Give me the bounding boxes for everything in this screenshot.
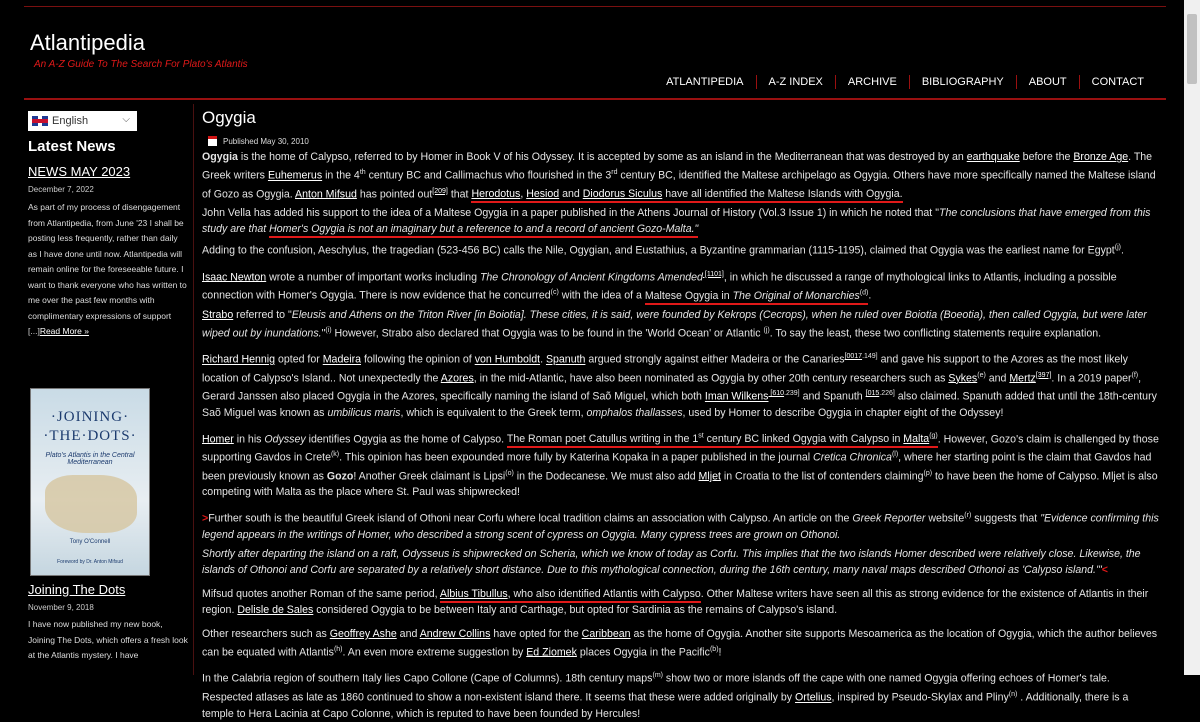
- text: show two or more islands off the cape with one named Ogygia offering echoes of Homer's tale. Respected atlases as late as 1860 continued to show a non-existent island there. It seems that these were added originally by: [202, 672, 1110, 704]
- read-more-link[interactable]: Read More »: [39, 326, 89, 336]
- reference-link[interactable]: [1101]: [702, 270, 724, 278]
- text: century BC and Callimachus who flourished in the 3: [365, 169, 612, 182]
- link[interactable]: von Humboldt: [474, 353, 541, 366]
- paragraph: [202, 429, 1160, 501]
- text: and Spanuth: [799, 390, 866, 403]
- header-rule: [24, 98, 1166, 100]
- text: in the Dodecanese. We must also add: [513, 470, 699, 483]
- text: in Croatia to the list of contenders claiming: [720, 470, 924, 483]
- link[interactable]: Homer: [202, 433, 234, 446]
- text: , inspired by Pseudo-Skylax and Pliny: [831, 691, 1009, 704]
- text: and gave his support to the Azores as the most likely location of Calypso's Island.. Not unexpectedly the: [202, 353, 1128, 385]
- text: , which is equivalent to the Greek term,: [400, 406, 587, 419]
- reference-link[interactable]: (h): [333, 645, 343, 653]
- text: John Vella has added his support to the idea of a Maltese Ogygia in a paper published in the Athens Journal of History (Vol.3 Issue 1) in which he noted that ": [202, 207, 939, 220]
- reference-link[interactable]: (d): [859, 289, 869, 297]
- term: Gozo: [326, 470, 354, 483]
- book-title: Odyssey: [264, 433, 306, 446]
- book-title: The Original of Monarchies: [732, 289, 860, 302]
- text: , Gerard Janssen also placed Ogygia in the Azores, specifically naming the island of Saõ Miguel, which both: [202, 372, 1142, 403]
- page-title: Ogygia: [202, 108, 256, 127]
- link[interactable]: Ortelius: [795, 691, 832, 704]
- text: identifies Ogygia as the home of Calypso.: [305, 433, 507, 446]
- article-body: [202, 149, 1160, 722]
- text: before the: [1019, 151, 1074, 163]
- link[interactable]: Caribbean: [581, 627, 631, 640]
- quote: Shortly after departing the island on a raft, Odysseus is shipwrecked on Scheria, which we know of today as Corfu. This implies that the two islands Homer described were relatively close. Likewise, the islands of Othonoi and Corfu are separated by a relatively short distance. Due to this mythological connection, during the 16th century, many naval maps described Othonoi as 'Calypso island.'": [202, 547, 1141, 576]
- paragraph: [202, 267, 1160, 304]
- text: . However, Gozo's claim is challenged by those supporting Gavdos in Crete: [202, 433, 1159, 464]
- main-nav: [654, 75, 1156, 89]
- calendar-icon: [208, 136, 217, 146]
- scrollbar-thumb[interactable]: [1187, 14, 1197, 84]
- site-title[interactable]: Atlantipedia: [30, 30, 145, 55]
- text: have all identified the Maltese Islands with Ogygia.: [662, 188, 903, 201]
- paragraph: [202, 626, 1160, 661]
- published-date: [202, 136, 1160, 146]
- link[interactable]: earthquake: [966, 151, 1020, 163]
- link[interactable]: Sykes: [948, 372, 978, 385]
- reference-link[interactable]: (l): [891, 451, 899, 459]
- book-cover-image[interactable]: [30, 388, 150, 576]
- text: is the home of Calypso, referred to by Homer in Book V of his Odyssey. It is accepted by some as an island in the Mediterranean that was destroyed by an: [237, 151, 967, 163]
- text: opted for: [275, 353, 323, 366]
- paragraph: [202, 349, 1160, 421]
- text: , in which he discussed a range of mythological links to Atlantis, including a possible connection with Homer's Ogygia. There is now evidence that he concurred: [202, 271, 1117, 302]
- link[interactable]: Richard Hennig: [202, 353, 276, 366]
- book-subtitle: Plato's Atlantis in the Central Mediterranean: [45, 452, 135, 466]
- paragraph: [202, 508, 1160, 543]
- text: with the idea of a: [558, 289, 645, 302]
- quote: "Evidence confirming this legend appears in the writings of Homer, who described a strong scent of cypress on Ogygia. Many cypress trees are grown on Othonoi.: [202, 512, 1159, 541]
- link[interactable]: Andrew Collins: [419, 627, 491, 640]
- text: century BC linked Ogygia with Calypso in: [703, 433, 904, 446]
- book-foreword: Foreword by Dr. Anton Mifsud: [57, 559, 123, 565]
- text: following the opinion of: [361, 353, 475, 366]
- quote: The conclusions that have emerged from this study are that: [202, 207, 1151, 236]
- link[interactable]: Anton Mifsud: [295, 188, 357, 201]
- reference-link[interactable]: (e): [977, 371, 986, 379]
- text: .: [1120, 244, 1124, 257]
- reference-link[interactable]: (i): [325, 326, 332, 334]
- text: , who also identified Atlantis with Calypso: [507, 587, 701, 600]
- link[interactable]: Herodotus: [471, 188, 521, 201]
- quote: Homer's Ogygia is not an imaginary but a reference to and a record of ancient Gozo-Malta.": [269, 223, 698, 238]
- link[interactable]: Isaac Newton: [202, 271, 267, 284]
- text: , used by Homer to describe Ogygia in chapter eight of the Odyssey!: [682, 406, 1004, 419]
- text: .: [868, 289, 872, 302]
- book-title-line2: ·THE·DOTS·: [43, 428, 137, 444]
- journal-title: Cretica Chronica: [813, 451, 892, 464]
- text: Further south is the beautiful Greek island of Othoni near Corfu where local tradition claims an association with Calypso. An article on the: [208, 512, 853, 525]
- top-rule: [24, 6, 1166, 7]
- text: in: [718, 289, 733, 302]
- map-illustration: [45, 475, 137, 533]
- text: !: [718, 646, 722, 659]
- link[interactable]: Strabo: [202, 308, 234, 321]
- paragraph: [202, 307, 1160, 342]
- paragraph: [202, 205, 1160, 237]
- reference-link[interactable]: (j): [1114, 244, 1121, 252]
- text: places Ogygia in the Pacific: [576, 646, 710, 659]
- marker: <: [1101, 563, 1108, 576]
- text: Other researchers such as: [202, 627, 330, 640]
- link[interactable]: Delisle de Sales: [237, 603, 314, 616]
- term: umbilicus maris: [327, 406, 401, 419]
- link[interactable]: Spanuth: [545, 353, 586, 366]
- text: .239]: [784, 390, 800, 398]
- nav-contact[interactable]: CONTACT: [1079, 75, 1156, 89]
- reference-link[interactable]: (r): [964, 512, 972, 520]
- marker: >: [202, 512, 209, 525]
- text: In the Calabria region of southern Italy lies Capo Collone (Cape of Columns). 18th century maps: [202, 672, 653, 685]
- paragraph: [202, 668, 1160, 721]
- article: [202, 108, 1160, 722]
- text: in his: [233, 433, 265, 446]
- reference-link[interactable]: (k): [330, 451, 340, 459]
- text: However, Strabo also declared that Ogygia was to be found in the 'World Ocean' or Atlantic: [331, 327, 764, 340]
- quote: Eleusis and Athens on the Triton River [in Boiotia]. These cities, it is said, were founded by Kekrops (Cecrops), when he ruled over Boiotia (Boeotia), then called Ogygia, but were later wiped out by inundations.: [202, 308, 1147, 340]
- text: ": [321, 327, 326, 340]
- term: Ogygia: [202, 151, 238, 163]
- text: . An even more extreme suggestion by: [342, 646, 527, 659]
- nav-about[interactable]: ABOUT: [1016, 75, 1079, 89]
- reference-link[interactable]: [015: [865, 390, 880, 398]
- text: . Other Maltese writers have seen all this as strong evidence for the existence of Atlantis in their region.: [202, 587, 1149, 616]
- book-author: Tony O'Connell: [69, 539, 111, 545]
- site-tagline: An A-Z Guide To The Search For Plato's Atlantis: [34, 59, 248, 70]
- sidebar: [24, 104, 194, 675]
- text: suggests that: [971, 512, 1041, 525]
- text: referred to ": [233, 308, 292, 321]
- book-title-line1: ·JOINING·: [50, 409, 130, 425]
- paragraph: [202, 546, 1160, 578]
- language-label: English: [52, 115, 89, 127]
- paragraph: [202, 149, 1160, 202]
- term: omphalos thallasses: [586, 406, 683, 419]
- text: .149]: [862, 353, 878, 361]
- text: .226]: [879, 390, 895, 398]
- text: . The Greek writers: [202, 151, 1153, 182]
- link[interactable]: Euhemerus: [267, 169, 323, 182]
- link[interactable]: Bronze Age: [1073, 151, 1129, 163]
- link[interactable]: Azores: [440, 372, 474, 385]
- text: to have been the home of Calypso. Mljet is also competing with Malta as the place where St. Paul was shipwrecked!: [202, 470, 1158, 499]
- link[interactable]: Geoffrey Ashe: [329, 627, 397, 640]
- reference-link[interactable]: [397]: [1035, 371, 1052, 379]
- nav-archive[interactable]: ARCHIVE: [835, 75, 909, 89]
- text: have opted for the: [490, 627, 582, 640]
- text: Adding to the confusion, Aeschylus, the tragedian (523-456 BC) calls the Nile, Ogygian, and Eustathius, a Byzantine grammarian (1115-1195), claimed that Ogygia was the earliest name for Egypt: [202, 244, 1115, 257]
- chevron-down-icon: ⌵: [122, 114, 130, 125]
- text: and: [396, 627, 420, 640]
- superscript: rd: [611, 169, 618, 176]
- reference-link[interactable]: (j): [763, 326, 770, 334]
- reference-link[interactable]: (n): [1008, 690, 1018, 698]
- link[interactable]: Iman Wilkens: [704, 390, 769, 403]
- paragraph: [202, 240, 1160, 259]
- text: . This opinion has been expounded more fully by Katerina Kopaka in a paper published in the journal: [339, 451, 814, 464]
- text: .: [540, 353, 546, 366]
- reference-link[interactable]: [209]: [432, 187, 448, 195]
- text: century BC, identified the Maltese archipelago as Ogygia. Others have more specifically named the Maltese island of Gozo as Ogygia.: [202, 169, 1156, 201]
- latest-news-heading: Latest News: [28, 138, 116, 155]
- text: , in the mid-Atlantic, have also been nominated as Ogygia by other 20th century researchers such as: [473, 372, 949, 385]
- reference-link[interactable]: (o): [505, 469, 514, 477]
- paragraph: [202, 586, 1160, 618]
- news-excerpt: [28, 200, 188, 340]
- news-date: December 7, 2022: [28, 185, 94, 194]
- nav-bibliography[interactable]: BIBLIOGRAPHY: [909, 75, 1016, 89]
- text: has pointed out: [356, 188, 433, 201]
- text: as the home of Ogygia. Another site supports Mesoamerica as the location of Ogygia, which the author believes can be equated with Atlantis: [202, 627, 1158, 659]
- text: ! Another Greek claimant is Lipsi: [353, 470, 506, 483]
- text: that: [447, 188, 472, 201]
- reference-link[interactable]: (c): [550, 289, 559, 297]
- text: and: [559, 188, 583, 201]
- reference-link[interactable]: (g): [929, 432, 938, 440]
- reference-link[interactable]: [0017: [844, 353, 863, 361]
- link[interactable]: Mljet: [698, 470, 721, 483]
- news2-excerpt: I have now published my new book, Joining The Dots, which offers a fresh look at the Atlantis mystery. I have: [28, 619, 188, 660]
- text: in the 4: [322, 169, 360, 182]
- reference-link[interactable]: (f): [1131, 371, 1139, 379]
- text: wrote a number of important works including: [266, 271, 480, 284]
- reference-link[interactable]: (p): [923, 469, 933, 477]
- superscript: st: [698, 432, 704, 440]
- news-excerpt-text: As part of my process of disengagement from Atlantipedia, from June '23 I shall be posting less frequently, rather than daily as I have done until now. Atlantipedia will remain online for the foreseeable future. I want to thank everyone who has written to me over the past few months with complimentary expressions of support [...]: [28, 202, 187, 336]
- reference-link[interactable]: [610: [768, 390, 785, 398]
- news-title-link[interactable]: NEWS MAY 2023: [28, 164, 131, 179]
- link[interactable]: Madeira: [322, 353, 362, 366]
- news2-title-link[interactable]: Joining The Dots: [28, 582, 126, 597]
- source-title: Greek Reporter: [852, 512, 926, 525]
- published-text: Published May 30, 2010: [223, 136, 309, 146]
- text: , where her starting point is the claim that Gavdos had been previously known as: [202, 451, 1152, 483]
- text: and: [985, 372, 1010, 385]
- scrollbar[interactable]: [1184, 0, 1200, 675]
- text: . To say the least, these two conflicting statements require explanation.: [769, 327, 1102, 340]
- link[interactable]: Malta: [903, 433, 930, 446]
- superscript: th: [359, 169, 366, 176]
- news2-date: November 9, 2018: [28, 603, 94, 612]
- text: Mifsud quotes another Roman of the same period,: [202, 587, 440, 600]
- book-title: The Chronology of Ancient Kingdoms Amended: [479, 271, 703, 284]
- link[interactable]: Hesiod: [526, 188, 560, 201]
- text: argued strongly against either Madeira or the Canaries: [585, 353, 845, 366]
- language-select[interactable]: [28, 111, 137, 131]
- nav-atlantipedia[interactable]: ATLANTIPEDIA: [666, 76, 744, 88]
- uk-flag-icon: [32, 116, 48, 126]
- text: considered Ogygia to be between Italy and Carthage, but opted for Sardinia as the remains of Calypso's island.: [313, 603, 838, 616]
- link[interactable]: Mertz: [1009, 372, 1036, 385]
- text: ,: [520, 188, 527, 201]
- text: . Additionally, there is a temple to Hera Lacinia at Capo Colonne, which is reputed to have been founded by Hercules!: [202, 691, 1129, 720]
- nav-a-z-index[interactable]: A-Z INDEX: [756, 75, 835, 89]
- text: Maltese Ogygia: [644, 289, 719, 302]
- link[interactable]: Diodorus Siculus: [582, 188, 663, 201]
- reference-link[interactable]: (b): [709, 645, 719, 653]
- link[interactable]: Ed Ziomek: [526, 646, 577, 659]
- text: also claimed. Spanuth added that until the 18th-century Saõ Miguel was known as: [202, 390, 1157, 419]
- reference-link[interactable]: (m): [652, 672, 663, 680]
- text: website: [925, 512, 965, 525]
- link[interactable]: Albius Tibullus: [439, 587, 508, 600]
- text: The Roman poet Catullus writing in the 1: [506, 433, 699, 446]
- text: . In a 2019 paper: [1051, 372, 1132, 385]
